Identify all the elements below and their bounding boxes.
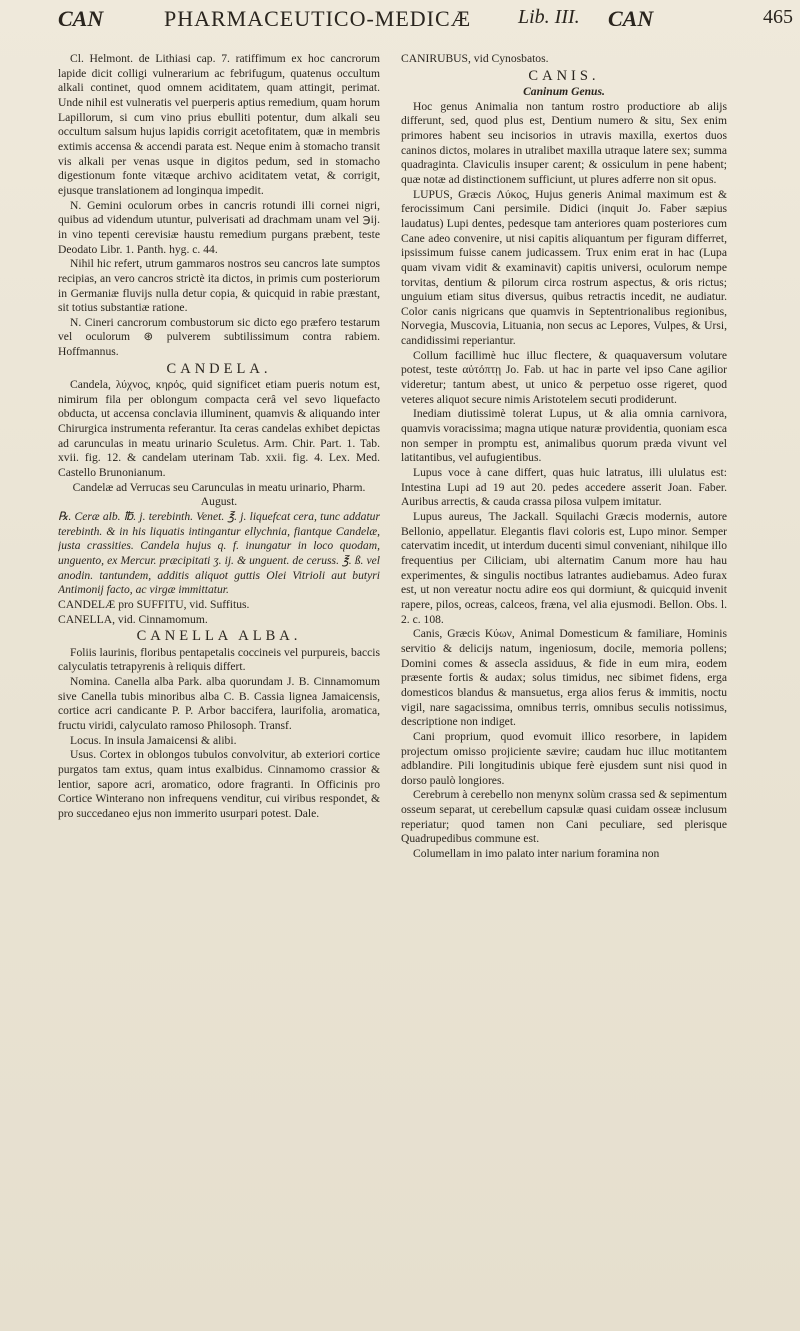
left-centered-title: Candelæ ad Verrucas seu Carunculas in meatu urinario, Pharm. August. xyxy=(72,480,366,509)
left-paragraph: Locus. In insula Jamaicensi & alibi. xyxy=(70,733,237,747)
left-paragraph: Usus. Cortex in oblongos tubulos convolvitur, ab exteriori cortice purgatos tam extus, quam intus exalbidus. Cinnamomo crassior & lentior, sapore acri, aromatico, odore fragranti. In Officinis pro Cortice Winterano non infrequens venditur, cui viribus respondet, & pro succedaneo ejus non immerito usurpari potest. Dale. xyxy=(58,748,380,820)
right-paragraph: Lupus voce à cane differt, quas huic latratus, illi ululatus est: Intestina Lupi ad 19 aut 20. pedes accedere asserit Joan. Faber. Auribus arrectis, & cauda crassa pilosa vulpem imitatur. xyxy=(401,466,727,509)
right-paragraph: Lupus aureus, The Jackall. Squilachi Græcis modernis, autore Bellonio, appellatur. Elegantis flavi coloris est, Lupo minor. Semper catervatim incedit, ut interdum ducenti simul conveniant, nihilque illo frequentius per Ciliciam, ubi alternatim Canum more hau hau experimentes, & singulis noctibus latrantes audiebamus. Adeo furax est, ut non vereatur noctu adire eos qui dormiunt, & quicquid invenit rapere, pilos, ocreas, calceos, fræna, vel alia ejusmodi. Bellon. Obs. l. 2. c. 108. xyxy=(401,510,727,626)
right-column xyxy=(401,52,727,1300)
right-paragraph: Canis, Græcis Κύων, Animal Domesticum & familiare, Hominis servitio & delicijs natum, ingeniosum, docile, memoria pollens; Domini comes & assecla assiduus, & fide in eum mira, eodem præsente fortis & audax; solus timidus, nec sibimet fidens, erga domesticos blandus & mansuetus, erga alios ferus & immitis, noctu vigil, nare sagacissima, omnibus terris, omnibus seculis notissimus, descriptione non indiget. xyxy=(401,627,727,729)
right-section-heading: CANIS. xyxy=(528,67,600,84)
right-paragraph: Cerebrum à cerebello non menynx solùm crassa sed & sepimentum osseum separat, ut cerebellum capsulæ quasi cuidam osseæ inclusum reperiatur; quod tamen non Cani peculiare, sed plerisque Quadrupedibus commune est. xyxy=(401,788,727,846)
running-header xyxy=(58,6,793,54)
left-cross-reference: CANDELÆ pro SUFFITU, vid. Suffitus. xyxy=(58,597,250,611)
left-column xyxy=(58,52,380,1300)
left-section-heading: CANDELA. xyxy=(166,360,272,377)
right-paragraph: Collum facillimè huc illuc flectere, & quaquaversum volutare potest, teste αὐτόπτῃ Jo. Fab. ut hac in parte vel ipso Cane agilior videretur; tantum abest, ut unico & perpetuo osse rigeret, quod veteres aliquot secure nimis Aristotelem secuti prodiderunt. xyxy=(401,348,727,406)
left-cross-reference: CANELLA, vid. Cinnamomum. xyxy=(58,612,208,626)
left-recipe: ℞. Ceræ alb. ℔. j. terebinth. Venet. ℥. j. liquefcat cera, tunc addatur terebinth. & in his liquatis intingantur ellychnia, fiantque Candelæ, justa crassities. Candela hujus q. f. inungatur in loco quodam, unguento, ex Mercur. præcipitati ʒ. ij. & unguent. de ceruss. ℥. ß. vel anodin. tantundem, additis aliquot guttis Olei Vitrioli aut butyri Antimonij facto, ac virgæ immittatur. xyxy=(58,510,380,597)
right-paragraph: Hoc genus Animalia non tantum rostro productiore ab alijs differunt, sed, quod plus est, Dentium numero & situ, Sex enim primores habent seu incisorios in utravis maxilla, exertos duos caninos dictos, molares in utralibet maxilla utraque latere sex; summa quadraginta. Claviculis insuper carent; & ossiculum in pene habent; quæ notæ ad distinctionem sufficiunt, ut plures adferre non sit opus. xyxy=(401,99,727,186)
right-paragraph: Columellam in imo palato inter narium foramina non xyxy=(413,847,660,861)
left-section-heading: CANELLA ALBA. xyxy=(136,628,302,645)
left-paragraph: Foliis laurinis, floribus pentapetalis coccineis vel purpureis, baccis calyculatis tetrapyrenis à reliquis differt. xyxy=(58,645,380,674)
left-paragraph: N. Gemini oculorum orbes in cancris rotundi illi cornei nigri, quibus ad videndum utuntur, pulverisati ad drachmam unam vel ℈ij. in vino tepenti cerevisiæ haustu remedium purgans præbent, teste Deodato Libr. 1. Panth. hyg. c. 44. xyxy=(58,198,380,256)
left-paragraph: Nihil hic refert, utrum gammaros nostros seu cancros late sumptos recipias, an vero cancros strictè ita dictos, in primis cum posteriorum in Germaniæ fluvijs nulla detur copia, & quicquid in rabie præstant, sit totius substantiæ ratione. xyxy=(58,257,380,315)
left-paragraph: Candela, λύχνος, κηρός, quid significet etiam pueris notum est, nimirum fila per oblongum compacta cerâ vel sevo liquefacto obducta, ut accensa conclavia illuminent, quamvis & aliquando inter Chirurgica instrumenta referantur. Ita ceras candelas exhibet depictas ad carunculas in meatu urinario Sculetus. Arm. Chir. Part. 1. Tab. xvii. fig. 12. & candelam uterinam Tab. xxii. fig. 4. Lex. Med. Castello Brunonianum. xyxy=(58,378,380,480)
header-book-number: Lib. III. xyxy=(518,6,580,28)
header-left-word: CAN xyxy=(58,6,104,31)
right-cross-reference: CANIRUBUS, vid Cynosbatos. xyxy=(401,52,549,65)
right-paragraph: Cani proprium, quod evomuit illico resorbere, in lapidem projectum omisso projiciente sævire; caudam huc illuc motitantem adblandire. Pili longitudinis ubique ferè ejusdem sunt nisi quod in dorso paulò longiores. xyxy=(401,729,727,787)
header-right-word: CAN xyxy=(608,6,654,31)
right-paragraph: Inediam diutissimè tolerat Lupus, ut & alia omnia carnivora, quamvis voracissima; magna utique naturæ providentia, quoniam esca non semper in promptu est, animalibus quorum præda vivunt vel latitantibus, vel aufugientibus. xyxy=(401,407,727,465)
header-title: PHARMACEUTICO-MEDICÆ xyxy=(164,6,472,31)
left-paragraph: N. Cineri cancrorum combustorum sic dicto ego præfero testarum vel oculorum ⊛ pulverem subtilissimum contra rabiem. Hoffmannus. xyxy=(58,315,380,359)
right-subheading: Caninum Genus. xyxy=(523,84,605,98)
page-number: 465 xyxy=(763,6,793,28)
left-paragraph: Cl. Helmont. de Lithiasi cap. 7. ratiffimum ex hoc cancrorum lapide dicit colligi vulnerarium ac febrifugum, quatenus occultum alkali continet, quod omnem aciditatem, quam attingit, perimat. Unde nihil est vulneratis vel puerperis aptius remedium, quam horum Lapillorum, si cum vino prius ebulliti potentur, dum alkali seu occultum salsum hujus lapidis corrigit acetofitatem, quæ in membris extimis accensa & accendi parata est. Neque enim à stomacho transit vis alkali per venas usque in digitos pedum, sed in stomacho digestionum fonte vitæque archivo aciditatem vetat, & corrigit, ejusque translationem ad longinqua impedit. xyxy=(58,52,380,197)
right-paragraph: LUPUS, Græcis Λύκος, Hujus generis Animal maximum est & ferocissimum Cani persimile. Didici (inquit Jo. Faber sæpius laudatus) Lupi dentes, pedesque tam anteriores quam posteriores cum Cane adeo convenire, ut nisi capitis aliquantum per figuram differret, ipsissimum fuisse canem judicassem. Trux enim erat in hac (Lupa quam vivam vidit & examinavit) capitis universi, oculorum nempe torvitas, dentium & pilorum circa rostrum aspectus, & oris rictus; unguium etiam situs diversus, quibus retractis incedit, ne audiatur. Color canis nigricans que quamvis in Septentrionalibus regionibus, Norvegia, Muscovia, Lituania, non secus ac Lepores, Vulpes, & Ursi, candidissimi reperiantur. xyxy=(401,187,727,348)
left-paragraph: Nomina. Canella alba Park. alba quorundam J. B. Cinnamomum sive Canella tubis minoribus alba C. B. Cassia lignea Jamaicensis, cortice acri candicante P. P. Arbor baccifera, laurifolia, aromatica, fructu viridi, calyculato ramoso Philosoph. Transf. xyxy=(58,674,380,732)
